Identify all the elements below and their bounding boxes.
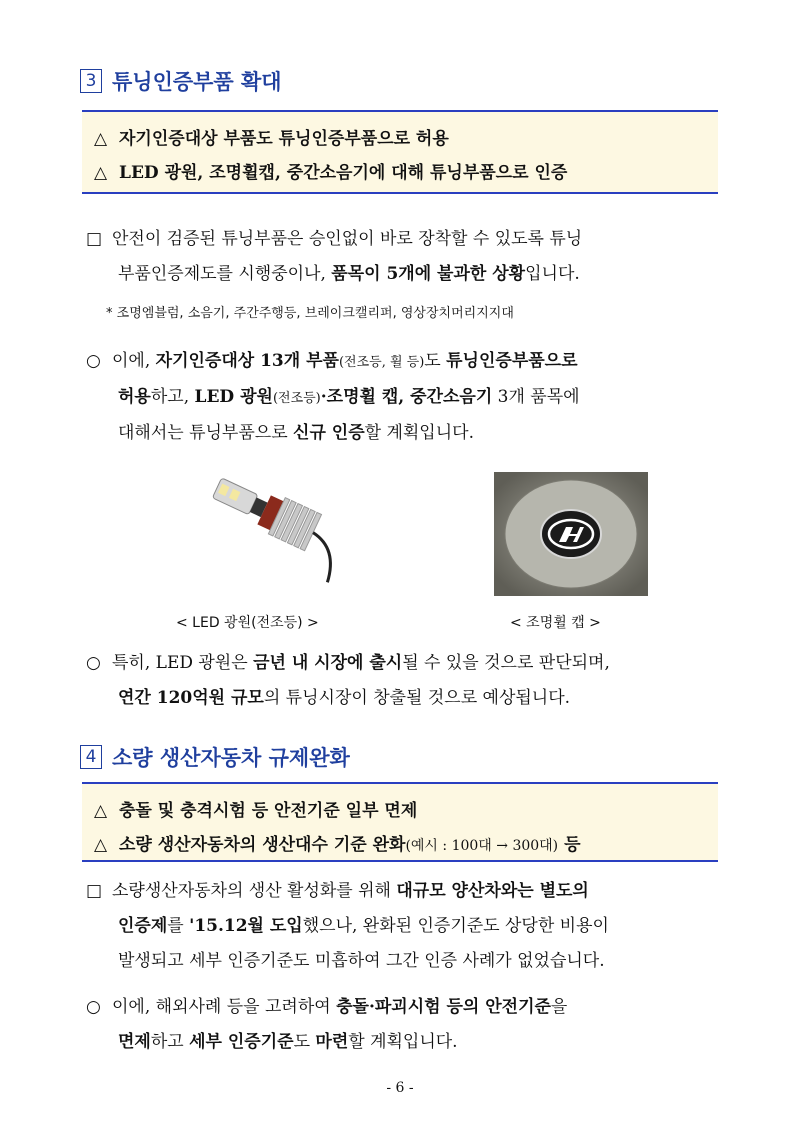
- summary-line: [94, 122, 718, 156]
- paragraph: [86, 222, 730, 292]
- paragraph-text: 할 계획입니다.: [348, 1032, 458, 1052]
- emphasis-text: 면제: [118, 1032, 151, 1052]
- small-text: (전조등): [272, 391, 321, 406]
- emphasis-text: 연간 120억원 규모: [118, 688, 264, 708]
- emphasis-text: 세부 인증기준: [189, 1032, 294, 1052]
- small-text: (전조등, 휠 등): [338, 355, 425, 370]
- emphasis-text: '15.12월 도입: [189, 916, 303, 936]
- paragraph-text: 를: [167, 916, 190, 936]
- emphasis-text: 대규모 양산차와는 별도의: [396, 881, 589, 901]
- summary-text: 충돌 및 충격시험 등 안전기준 일부 면제: [119, 801, 418, 821]
- paragraph-text: 을: [550, 997, 568, 1017]
- paragraph-text: 안전이 검증된 튜닝부품은 승인없이 바로 장착할 수 있도록 튜닝: [112, 229, 583, 249]
- paragraph: [86, 344, 730, 451]
- paragraph-text: 할 계획입니다.: [364, 423, 474, 443]
- summary-line: [94, 156, 718, 190]
- paragraph-text: 도: [424, 351, 447, 371]
- paragraph-text: 부품인증제도를 시행중이나,: [118, 264, 332, 284]
- emphasis-text: 신규 인증: [293, 423, 365, 443]
- summary-text: LED 광원, 조명휠캡, 중간소음기에 대해 튜닝부품으로 인증: [119, 163, 568, 183]
- footnote: [106, 302, 514, 321]
- circle-bullet: ○: [86, 653, 101, 673]
- paragraph: [86, 646, 730, 716]
- circle-bullet: ○: [86, 997, 101, 1017]
- square-bullet: □: [86, 881, 103, 901]
- section-number-box: 4: [80, 745, 102, 769]
- paragraph-text: 의 튜닝시장이 창출될 것으로 예상됩니다.: [263, 688, 571, 708]
- emphasis-text: ·조명휠 캡, 중간소음기: [320, 387, 493, 407]
- image-caption: < 조명휠 캡 >: [510, 615, 601, 631]
- emphasis-text: 금년 내 시장에 출시: [253, 653, 403, 673]
- page-number: - 6 -: [386, 1080, 414, 1096]
- note-star: *: [106, 306, 113, 321]
- triangle-bullet: △: [94, 163, 108, 183]
- triangle-bullet: △: [94, 835, 108, 855]
- paragraph-text: 이에,: [112, 351, 156, 371]
- emphasis-text: 마련: [315, 1032, 349, 1052]
- paragraph-text: 될 수 있을 것으로 판단되며,: [402, 653, 610, 673]
- emphasis-text: 인증제: [118, 916, 168, 936]
- emphasis-text: 튜닝인증부품으로: [446, 351, 578, 371]
- paragraph-text: 입니다.: [525, 264, 580, 284]
- paragraph-text: 3개 품목에: [492, 387, 580, 407]
- triangle-bullet: △: [94, 801, 108, 821]
- paragraph-text: 발생되고 세부 인증기준도 미흡하여 그간 인증 사례가 없었습니다.: [118, 951, 605, 971]
- note-text: 조명엠블럼, 소음기, 주간주행등, 브레이크캘리퍼, 영상장치머리지지대: [116, 306, 514, 321]
- emphasis-text: 충돌·파괴시험 등의 안전기준: [336, 997, 551, 1017]
- summary-line: [94, 828, 718, 862]
- emphasis-text: 자기인증대상 13개 부품: [155, 351, 339, 371]
- summary-text: 등: [558, 835, 581, 855]
- paragraph-text: 하고: [150, 1032, 190, 1052]
- summary-line: [94, 794, 718, 828]
- section-3-title: [80, 66, 282, 96]
- emphasis-text: 품목이 5개에 불과한 상황: [331, 264, 526, 284]
- paragraph-text: 하고,: [150, 387, 195, 407]
- summary-text: 소량 생산자동차의 생산대수 기준 완화: [119, 835, 406, 855]
- paragraph-text: 도: [293, 1032, 316, 1052]
- summary-box: [82, 110, 718, 194]
- emphasis-text: 허용: [118, 387, 151, 407]
- section-title-text: 소량 생산자동차 규제완화: [112, 746, 350, 770]
- wheel-cap-image: [494, 472, 648, 596]
- triangle-bullet: △: [94, 129, 108, 149]
- emphasis-text: LED 광원: [194, 387, 273, 407]
- circle-bullet: ○: [86, 351, 101, 371]
- image-caption: < LED 광원(전조등) >: [176, 615, 319, 631]
- led-bulb-image: [170, 468, 370, 588]
- paragraph: [86, 874, 730, 979]
- paragraph-text: 이에, 해외사례 등을 고려하여: [112, 997, 337, 1017]
- paragraph-text: 소량생산자동차의 생산 활성화를 위해: [112, 881, 397, 901]
- paragraph-text: 대해서는 튜닝부품으로: [118, 423, 294, 443]
- summary-text: 자기인증대상 부품도 튜닝인증부품으로 허용: [119, 129, 449, 149]
- summary-box: [82, 782, 718, 862]
- small-text: (예시 : 100대 → 300대): [405, 838, 559, 854]
- paragraph: [86, 990, 730, 1060]
- section-4-title: [80, 742, 350, 772]
- paragraph-text: 했으나, 완화된 인증기준도 상당한 비용이: [302, 916, 609, 936]
- square-bullet: □: [86, 229, 103, 249]
- paragraph-text: 특히, LED 광원은: [112, 653, 254, 673]
- section-title-text: 튜닝인증부품 확대: [112, 70, 282, 94]
- section-number-box: 3: [80, 69, 102, 93]
